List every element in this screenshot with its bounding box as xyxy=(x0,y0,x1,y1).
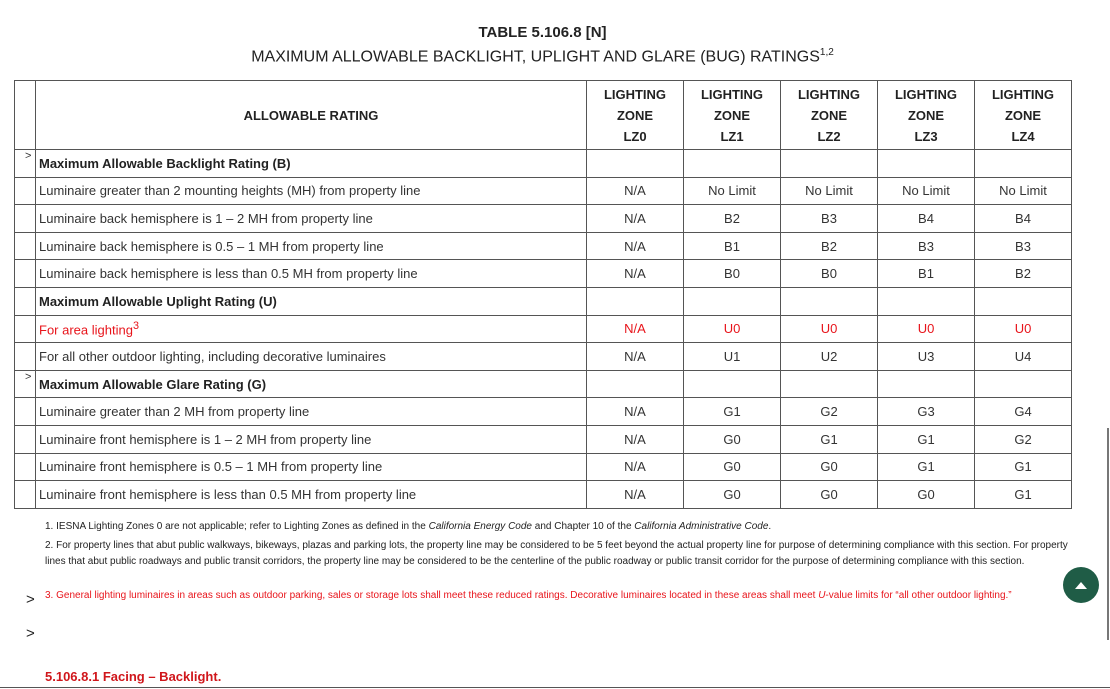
row-label: For all other outdoor lighting, including decorative luminaires xyxy=(36,343,587,371)
section-subheading: 5.106.8.1 Facing – Backlight. xyxy=(45,669,222,684)
cell-lz3: G3 xyxy=(878,398,975,426)
row-marker-cell xyxy=(15,150,36,178)
cell-lz2: B3 xyxy=(781,205,878,233)
cell-lz3: G0 xyxy=(878,481,975,509)
expand-chevron-icon[interactable]: > xyxy=(26,625,35,642)
cell-lz1: U1 xyxy=(684,343,781,371)
cell-lz0: N/A xyxy=(587,177,684,205)
zone-header-line3: LZ2 xyxy=(817,128,841,144)
zone-header-lz1 xyxy=(684,81,781,150)
table-row xyxy=(15,260,1072,288)
row-label: Luminaire back hemisphere is 1 – 2 MH from property line xyxy=(36,205,587,233)
cell-lz3 xyxy=(878,370,975,398)
row-label: Luminaire back hemisphere is less than 0.5 MH from property line xyxy=(36,260,587,288)
zone-header-line2: ZONE xyxy=(713,107,751,123)
row-label: Luminaire greater than 2 mounting heights (MH) from property line xyxy=(36,177,587,205)
row-marker-cell xyxy=(15,287,36,315)
zone-header-line1: LIGHTING xyxy=(797,86,861,102)
cell-lz4: G4 xyxy=(975,398,1072,426)
cell-lz1: G0 xyxy=(684,425,781,453)
cell-lz3: No Limit xyxy=(878,177,975,205)
row-label: Luminaire greater than 2 MH from property line xyxy=(36,398,587,426)
cell-lz0: N/A xyxy=(587,232,684,260)
section-heading: Maximum Allowable Uplight Rating (U) xyxy=(36,287,587,315)
cell-lz2: G1 xyxy=(781,425,878,453)
zone-header-line1: LIGHTING xyxy=(991,86,1055,102)
footnote-ref-3: 3 xyxy=(132,320,139,333)
row-marker-cell xyxy=(15,453,36,481)
table-row xyxy=(15,481,1072,509)
cell-lz1: G0 xyxy=(684,453,781,481)
cell-lz2: G0 xyxy=(781,453,878,481)
cell-lz1: B0 xyxy=(684,260,781,288)
table-row xyxy=(15,343,1072,371)
zone-header-line1: LIGHTING xyxy=(700,86,764,102)
row-marker-cell xyxy=(15,177,36,205)
back-to-top-button[interactable] xyxy=(1063,567,1099,603)
footnote-1-text-b: and Chapter 10 of the xyxy=(531,521,635,532)
cell-lz1 xyxy=(684,150,781,178)
cell-lz2: U0 xyxy=(781,315,878,343)
cell-lz1: U0 xyxy=(684,315,781,343)
zone-header-line3: LZ4 xyxy=(1011,128,1035,144)
zone-header-line1: LIGHTING xyxy=(603,86,667,102)
cell-lz0 xyxy=(587,287,684,315)
cell-lz1: No Limit xyxy=(684,177,781,205)
zone-header-lz4 xyxy=(975,81,1072,150)
footnote-1-end: . xyxy=(768,521,772,532)
row-marker-cell xyxy=(15,343,36,371)
footnote-3-text: 3. General lighting luminaires in areas such as outdoor parking, sales or storage lots shall meet these reduced ratings. Decorative luminaires located in these areas shall meet xyxy=(45,590,819,601)
cell-lz4 xyxy=(975,150,1072,178)
cell-lz2: G0 xyxy=(781,481,878,509)
cell-lz0: N/A xyxy=(587,343,684,371)
cell-lz2 xyxy=(781,150,878,178)
zone-header-line3: LZ0 xyxy=(623,128,647,144)
table-row-amended xyxy=(15,315,1072,343)
zone-header-line3: LZ1 xyxy=(720,128,744,144)
row-label xyxy=(36,315,587,343)
footnote-1 xyxy=(45,519,1071,535)
row-marker-cell xyxy=(15,398,36,426)
table-row xyxy=(15,398,1072,426)
cell-lz2 xyxy=(781,370,878,398)
row-label: Luminaire front hemisphere is less than 0.5 MH from property line xyxy=(36,481,587,509)
cell-lz2: B0 xyxy=(781,260,878,288)
cell-lz0: N/A xyxy=(587,481,684,509)
scrollbar-track[interactable] xyxy=(1107,428,1109,640)
bug-ratings-table xyxy=(14,80,1072,509)
cell-lz3 xyxy=(878,150,975,178)
zone-header-lz0 xyxy=(587,81,684,150)
cell-lz0 xyxy=(587,150,684,178)
table-title-text: MAXIMUM ALLOWABLE BACKLIGHT, UPLIGHT AND GLARE (BUG) RATINGS xyxy=(251,48,820,66)
cell-lz1: G1 xyxy=(684,398,781,426)
table-row xyxy=(15,453,1072,481)
cell-lz4: G2 xyxy=(975,425,1072,453)
zone-header-line3: LZ3 xyxy=(914,128,938,144)
zone-header-line2: ZONE xyxy=(616,107,654,123)
cell-lz3: B3 xyxy=(878,232,975,260)
cell-lz0: N/A xyxy=(587,315,684,343)
section-heading: Maximum Allowable Backlight Rating (B) xyxy=(36,150,587,178)
zone-header-lz3 xyxy=(878,81,975,150)
cell-lz1 xyxy=(684,370,781,398)
cell-lz4: G1 xyxy=(975,453,1072,481)
table-row xyxy=(15,177,1072,205)
cell-lz4: B4 xyxy=(975,205,1072,233)
row-marker-cell xyxy=(15,260,36,288)
cell-lz3: G1 xyxy=(878,453,975,481)
cell-lz1: G0 xyxy=(684,481,781,509)
section-heading: Maximum Allowable Glare Rating (G) xyxy=(36,370,587,398)
cell-lz2 xyxy=(781,287,878,315)
cell-lz4 xyxy=(975,370,1072,398)
table-row xyxy=(15,425,1072,453)
cell-lz2: B2 xyxy=(781,232,878,260)
cell-lz1: B2 xyxy=(684,205,781,233)
row-label: Luminaire back hemisphere is 0.5 – 1 MH from property line xyxy=(36,232,587,260)
table-title-sup: 1,2 xyxy=(819,47,834,58)
footnote-1-text: 1. IESNA Lighting Zones 0 are not applicable; refer to Lighting Zones as defined in the xyxy=(45,521,429,532)
expand-chevron-icon[interactable]: > xyxy=(26,591,35,608)
cell-lz4 xyxy=(975,287,1072,315)
cell-lz3: U3 xyxy=(878,343,975,371)
cell-lz2: No Limit xyxy=(781,177,878,205)
expand-chevron-icon[interactable]: > xyxy=(25,370,32,383)
zone-header-line2: ZONE xyxy=(907,107,945,123)
cell-lz2: U2 xyxy=(781,343,878,371)
row-marker-cell xyxy=(15,425,36,453)
footnote-3-u: U xyxy=(818,590,826,601)
footnote-3 xyxy=(45,588,1071,604)
cell-lz3: U0 xyxy=(878,315,975,343)
footnote-3-text-b: -value limits for “all other outdoor lighting.” xyxy=(825,590,1012,601)
section-row-uplight xyxy=(15,287,1072,315)
cell-lz2: G2 xyxy=(781,398,878,426)
cell-lz0: N/A xyxy=(587,398,684,426)
cell-lz4: B3 xyxy=(975,232,1072,260)
row-marker-cell xyxy=(15,232,36,260)
cell-lz3: B4 xyxy=(878,205,975,233)
table-header-row xyxy=(15,81,1072,150)
cell-lz0: N/A xyxy=(587,453,684,481)
table-row xyxy=(15,205,1072,233)
row-marker-cell xyxy=(15,481,36,509)
footnote-1-cec: California Energy Code xyxy=(428,521,532,532)
cell-lz4: B2 xyxy=(975,260,1072,288)
caret-up-icon xyxy=(1075,582,1087,589)
cell-lz0: N/A xyxy=(587,260,684,288)
cell-lz4: No Limit xyxy=(975,177,1072,205)
zone-header-line2: ZONE xyxy=(1004,107,1042,123)
cell-lz1 xyxy=(684,287,781,315)
zone-header-line1: LIGHTING xyxy=(894,86,958,102)
section-row-glare xyxy=(15,370,1072,398)
section-row-backlight xyxy=(15,150,1072,178)
cell-lz4: U4 xyxy=(975,343,1072,371)
zone-header-line2: ZONE xyxy=(810,107,848,123)
row-marker-cell xyxy=(15,370,36,398)
allowable-rating-header: ALLOWABLE RATING xyxy=(36,81,587,150)
footnote-1-cac: California Administrative Code xyxy=(634,521,769,532)
row-label: Luminaire front hemisphere is 1 – 2 MH from property line xyxy=(36,425,587,453)
page-divider xyxy=(0,687,1110,688)
cell-lz0: N/A xyxy=(587,205,684,233)
cell-lz0: N/A xyxy=(587,425,684,453)
marker-header xyxy=(15,81,36,150)
expand-chevron-icon[interactable]: > xyxy=(25,150,32,162)
table-title xyxy=(0,47,1085,66)
cell-lz4: U0 xyxy=(975,315,1072,343)
cell-lz3: B1 xyxy=(878,260,975,288)
cell-lz3: G1 xyxy=(878,425,975,453)
zone-header-lz2 xyxy=(781,81,878,150)
table-row xyxy=(15,232,1072,260)
footnote-2: 2. For property lines that abut public walkways, bikeways, plazas and parking lots, the property line may be considered to be 5 feet beyond the actual property line for purpose of determining compliance with this section. For property lines that abut public roadways and public transit corridors, the property line may be considered to be the centerline of the public roadway or public transit corridor for the purpose of determining compliance with this section. xyxy=(45,540,1068,567)
row-label: Luminaire front hemisphere is 0.5 – 1 MH from property line xyxy=(36,453,587,481)
table-number: TABLE 5.106.8 [N] xyxy=(478,24,607,41)
row-marker-cell xyxy=(15,205,36,233)
cell-lz0 xyxy=(587,370,684,398)
row-label-text: For area lighting xyxy=(39,322,133,338)
cell-lz4: G1 xyxy=(975,481,1072,509)
row-marker-cell xyxy=(15,315,36,343)
cell-lz1: B1 xyxy=(684,232,781,260)
cell-lz3 xyxy=(878,287,975,315)
